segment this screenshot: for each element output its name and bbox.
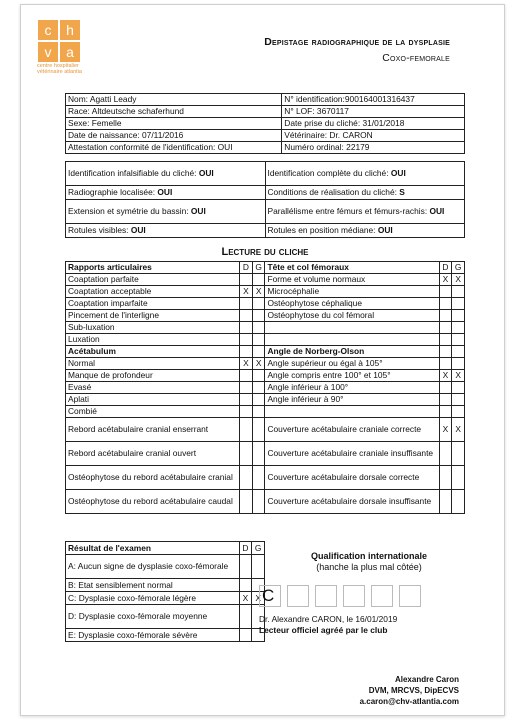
qualification-title: Qualification internationale: [310, 551, 427, 561]
reading-right-label: Angle inférieur à 90°: [265, 394, 439, 406]
reading-left-g: [252, 346, 265, 358]
reading-left-label: Sub-luxation: [66, 322, 240, 334]
condition-left-cell: Identification infalsifiable du cliché: OUI: [66, 162, 266, 186]
col-g-header: G: [452, 262, 465, 274]
reading-right-d: [439, 382, 452, 394]
reading-row: [66, 370, 465, 382]
condition-right-cell: Identification complète du cliché: OUI: [265, 162, 465, 186]
reading-right-g: [452, 322, 465, 334]
result-label: C: Dysplasie coxo-fémorale légère: [66, 592, 240, 605]
reading-left-d: [240, 442, 253, 466]
col-d-header: D: [239, 542, 252, 555]
reading-right-g: [452, 382, 465, 394]
condition-row: [66, 224, 465, 238]
reading-right-g: [452, 358, 465, 370]
reading-row: [66, 418, 465, 442]
logo-subtitle: centre hospitalier vétérinaire atlantia: [37, 63, 82, 75]
reading-right-label: Ostéophytose du col fémoral: [265, 310, 439, 322]
result-row: [66, 605, 265, 629]
grade-box-empty: [399, 585, 421, 607]
reading-right-d: [439, 442, 452, 466]
reading-right-d: [439, 466, 452, 490]
reading-right-d: X: [439, 274, 452, 286]
grade-box-empty: [343, 585, 365, 607]
reading-left-g: [252, 490, 265, 514]
left-header: Rapports articulaires: [66, 262, 240, 274]
reading-right-d: [439, 334, 452, 346]
logo-letter: h: [60, 20, 80, 40]
lecture-title: Lecture du cliche: [221, 246, 309, 258]
reading-right-g: [452, 466, 465, 490]
reading-left-g: [252, 466, 265, 490]
reading-left-label: Rebord acétabulaire cranial enserrant: [66, 418, 240, 442]
reading-right-label: Angle supérieur ou égal à 105°: [265, 358, 439, 370]
reading-left-label: Ostéophytose du rebord acétabulaire cranial: [66, 466, 240, 490]
reading-right-g: X: [452, 370, 465, 382]
reading-left-label: Ostéophytose du rebord acétabulaire caudal: [66, 490, 240, 514]
reading-left-d: [240, 466, 253, 490]
reading-right-g: [452, 490, 465, 514]
reading-right-g: X: [452, 274, 465, 286]
reading-right-d: [439, 490, 452, 514]
logo-letter: c: [38, 20, 58, 40]
result-label: E: Dysplasie coxo-fémorale sévère: [66, 629, 240, 642]
identity-left-cell: Date de naissance: 07/11/2016: [66, 130, 282, 142]
reading-left-g: [252, 274, 265, 286]
reading-row: [66, 298, 465, 310]
reader-line: Dr. Alexandre CARON, le 16/01/2019: [259, 614, 398, 624]
identity-row: [66, 106, 465, 118]
identity-right-cell: Vétérinaire: Dr. CARON: [282, 130, 465, 142]
identity-right-cell: N° identification:900164001316437: [282, 94, 465, 106]
identity-left-cell: Sexe: Femelle: [66, 118, 282, 130]
reading-right-label: Couverture acétabulaire dorsale correcte: [265, 466, 439, 490]
reading-left-d: [240, 418, 253, 442]
identity-row: [66, 142, 465, 154]
signature-name: Alexandre Caron: [394, 675, 459, 684]
result-row: [66, 579, 265, 592]
reading-right-d: [439, 358, 452, 370]
reading-left-label: Rebord acétabulaire cranial ouvert: [66, 442, 240, 466]
result-label: B: Etat sensiblement normal: [66, 579, 240, 592]
reading-row: [66, 286, 465, 298]
reading-header-row: [66, 262, 465, 274]
condition-right-cell: Rotules en position médiane: OUI: [265, 224, 465, 238]
result-d: [239, 579, 252, 592]
reading-right-label: Microcéphalie: [265, 286, 439, 298]
qualification-subtitle: (hanche la plus mal côtée): [316, 562, 422, 572]
identity-left-cell: Nom: Agatti Leady: [66, 94, 282, 106]
result-header: Résultat de l'examen: [66, 542, 240, 555]
condition-row: [66, 162, 465, 186]
reading-left-d: [240, 298, 253, 310]
reading-row: [66, 394, 465, 406]
reading-left-d: [240, 490, 253, 514]
result-row: [66, 592, 265, 605]
condition-right-cell: Conditions de réalisation du cliché: S: [265, 186, 465, 200]
reading-row: [66, 346, 465, 358]
reading-left-g: [252, 394, 265, 406]
reading-right-d: [439, 394, 452, 406]
condition-row: [66, 186, 465, 200]
condition-row: [66, 200, 465, 224]
reading-left-label: Luxation: [66, 334, 240, 346]
reading-left-label: Pincement de l'interligne: [66, 310, 240, 322]
reading-left-label: Combié: [66, 406, 240, 418]
reading-left-d: [240, 322, 253, 334]
signature-email: a.caron@chv-atlantia.com: [359, 697, 459, 706]
reading-left-g: X: [252, 358, 265, 370]
reading-right-label: Angle compris entre 100° et 105°: [265, 370, 439, 382]
signature-titles: DVM, MRCVS, DipECVS: [368, 686, 459, 695]
reading-right-g: [452, 346, 465, 358]
reading-left-g: [252, 298, 265, 310]
identity-left-cell: Race: Altdeutsche schaferhund: [66, 106, 282, 118]
reading-right-d: [439, 286, 452, 298]
identity-row: [66, 118, 465, 130]
result-g: X: [252, 592, 265, 605]
reading-left-g: [252, 382, 265, 394]
reading-right-g: [452, 394, 465, 406]
conditions-table: [65, 161, 465, 238]
reading-row: [66, 442, 465, 466]
reading-left-d: [240, 274, 253, 286]
grade-box-empty: [371, 585, 393, 607]
reading-right-label: Angle de Norberg-Olson: [265, 346, 439, 358]
condition-left-cell: Extension et symétrie du bassin: OUI: [66, 200, 266, 224]
reading-right-label: [265, 406, 439, 418]
reading-right-label: Forme et volume normaux: [265, 274, 439, 286]
col-g-header: G: [252, 542, 265, 555]
result-g: [252, 555, 265, 579]
reading-left-g: [252, 334, 265, 346]
reading-right-g: [452, 286, 465, 298]
result-row: [66, 629, 265, 642]
identity-right-cell: N° LOF: 3670117: [282, 106, 465, 118]
reading-right-d: [439, 406, 452, 418]
reading-left-g: X: [252, 286, 265, 298]
result-d: [239, 555, 252, 579]
reading-left-d: [240, 346, 253, 358]
logo-letter: v: [38, 42, 58, 62]
reading-right-label: Couverture acétabulaire dorsale insuffisante: [265, 490, 439, 514]
reading-right-g: [452, 442, 465, 466]
reading-row: [66, 310, 465, 322]
col-g-header: G: [252, 262, 265, 274]
reading-left-d: [240, 370, 253, 382]
result-d: [239, 605, 252, 629]
col-d-header: D: [439, 262, 452, 274]
reading-left-d: [240, 310, 253, 322]
reading-left-label: Acétabulum: [66, 346, 240, 358]
reading-right-d: X: [439, 418, 452, 442]
reading-right-d: [439, 346, 452, 358]
signature-block: [360, 674, 459, 707]
reading-row: [66, 334, 465, 346]
reading-left-d: [240, 334, 253, 346]
reading-row: [66, 382, 465, 394]
reading-right-d: X: [439, 370, 452, 382]
identity-row: [66, 94, 465, 106]
result-header-row: [66, 542, 265, 555]
reading-left-label: Manque de profondeur: [66, 370, 240, 382]
condition-left-cell: Rotules visibles: OUI: [66, 224, 266, 238]
reading-left-label: Coaptation parfaite: [66, 274, 240, 286]
clinic-logo: [38, 20, 80, 62]
identity-right-cell: Date prise du cliché: 31/01/2018: [282, 118, 465, 130]
reading-row: [66, 358, 465, 370]
reading-right-g: [452, 406, 465, 418]
reading-left-label: Coaptation imparfaite: [66, 298, 240, 310]
result-table: [65, 541, 265, 642]
grade-box: C: [259, 585, 281, 607]
reading-left-g: [252, 442, 265, 466]
result-label: D: Dysplasie coxo-fémorale moyenne: [66, 605, 240, 629]
document-subtitle: Coxo-femorale: [382, 52, 450, 64]
reading-left-label: Coaptation acceptable: [66, 286, 240, 298]
result-d: [239, 629, 252, 642]
qualification-boxes: [259, 585, 427, 607]
identity-left-cell: Attestation conformité de l'identification: OUI: [66, 142, 282, 154]
reading-right-label: [265, 322, 439, 334]
reading-row: [66, 322, 465, 334]
reading-row: [66, 466, 465, 490]
reading-right-d: [439, 322, 452, 334]
reading-row: [66, 406, 465, 418]
reading-right-label: Couverture acétabulaire craniale correcte: [265, 418, 439, 442]
reading-right-label: Angle inférieur à 100°: [265, 382, 439, 394]
condition-right-cell: Parallélisme entre fémurs et fémurs-rachis: OUI: [265, 200, 465, 224]
result-row: [66, 555, 265, 579]
reading-left-g: [252, 418, 265, 442]
reading-left-d: [240, 406, 253, 418]
reading-left-g: [252, 406, 265, 418]
reading-left-d: [240, 382, 253, 394]
reading-right-label: [265, 334, 439, 346]
identity-right-cell: Numéro ordinal: 22179: [282, 142, 465, 154]
reading-left-d: X: [240, 358, 253, 370]
reading-right-label: Couverture acétabulaire craniale insuffisante: [265, 442, 439, 466]
reading-right-g: [452, 298, 465, 310]
condition-left-cell: Radiographie localisée: OUI: [66, 186, 266, 200]
reading-right-g: X: [452, 418, 465, 442]
reading-row: [66, 274, 465, 286]
reading-left-g: [252, 310, 265, 322]
reading-right-d: [439, 298, 452, 310]
result-d: X: [239, 592, 252, 605]
reading-right-g: [452, 334, 465, 346]
reading-left-d: [240, 394, 253, 406]
reading-table: [65, 261, 465, 514]
identity-table: [65, 93, 465, 154]
col-d-header: D: [240, 262, 253, 274]
reading-left-label: Evasé: [66, 382, 240, 394]
reading-left-label: Aplati: [66, 394, 240, 406]
reading-left-d: X: [240, 286, 253, 298]
document-page: [20, 4, 505, 716]
logo-letter: a: [60, 42, 80, 62]
reading-right-g: [452, 310, 465, 322]
identity-row: [66, 130, 465, 142]
result-label: A: Aucun signe de dysplasie coxo-fémorale: [66, 555, 240, 579]
reading-left-g: [252, 322, 265, 334]
right-header: Tête et col fémoraux: [265, 262, 439, 274]
reading-left-g: [252, 370, 265, 382]
grade-box-empty: [287, 585, 309, 607]
reading-row: [66, 490, 465, 514]
document-title: Depistage radiographique de la dysplasie: [264, 36, 450, 48]
reading-left-label: Normal: [66, 358, 240, 370]
reading-right-d: [439, 310, 452, 322]
grade-box-empty: [315, 585, 337, 607]
reading-right-label: Ostéophytose céphalique: [265, 298, 439, 310]
reader-role: Lecteur officiel agréé par le club: [259, 625, 388, 635]
